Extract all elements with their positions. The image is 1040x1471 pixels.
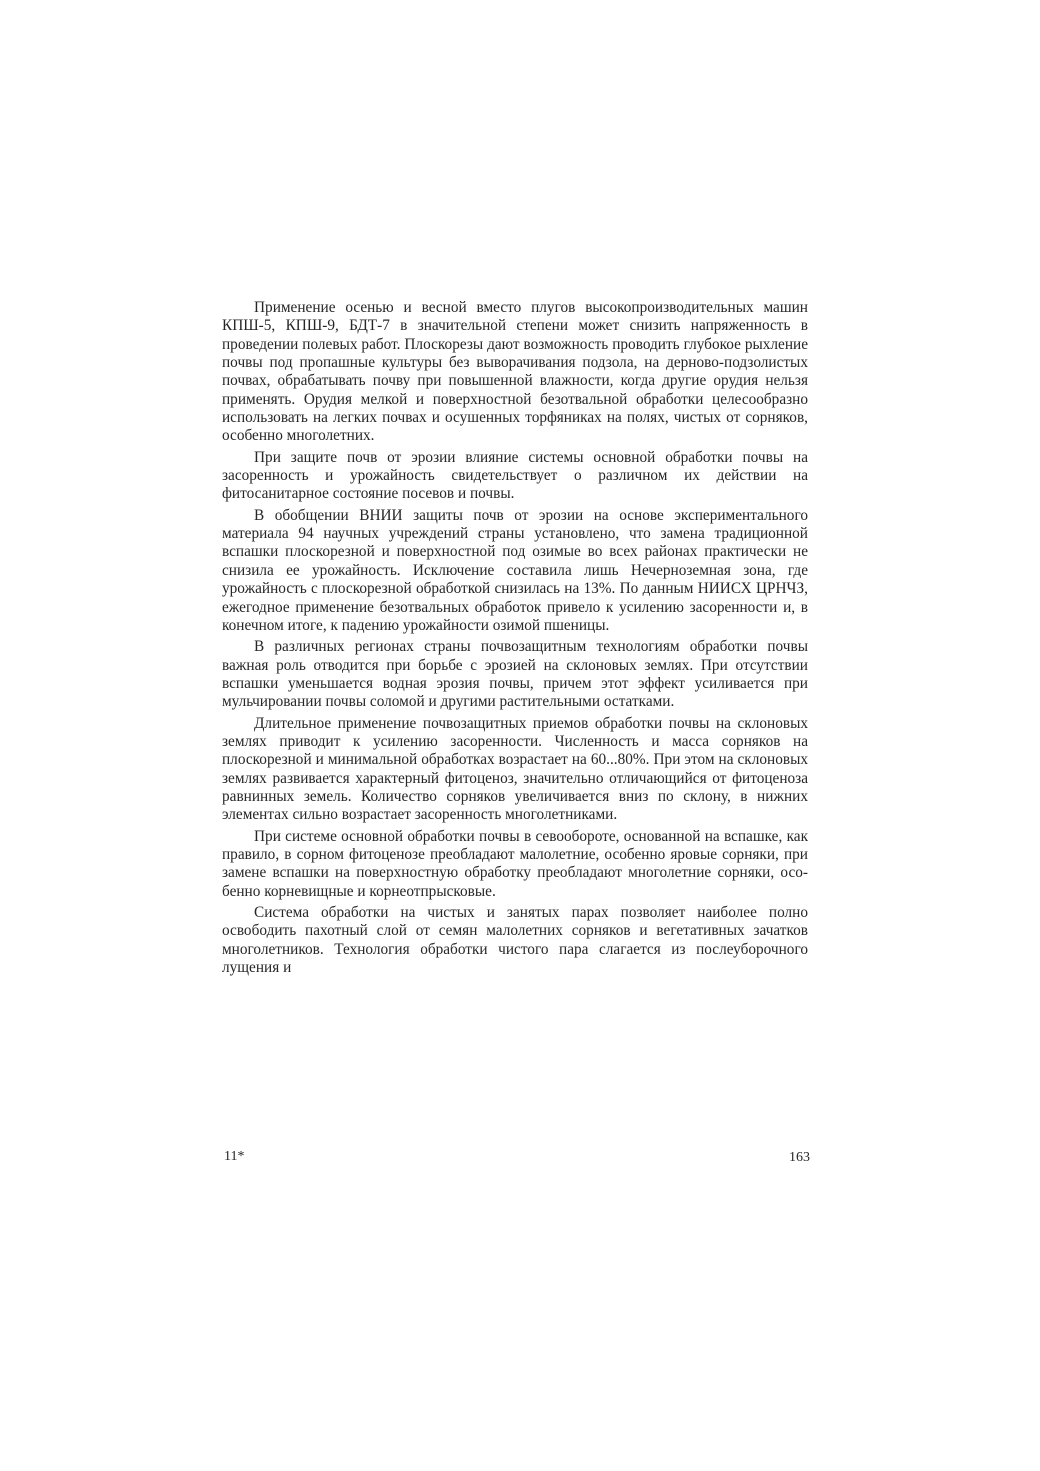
- paragraph-2: При защите почв от эрозии влияние системы основной обработки почвы на засоренность и урожайность свидетельствует о различном их действии на фитосанитарное состояние посевов и почвы.: [222, 448, 808, 503]
- page-number: 163: [789, 1150, 810, 1165]
- paragraph-1: Применение осенью и весной вместо плугов высокопроизводительных машин КПШ-5, КПШ-9, БДТ-7 в значительной степени может снизить напряженность в проведении полевых работ. Плоскорезы дают возможность проводить глубокое рыхление почвы под пропашные культуры без выворачивания подзола, на дерново-подзолистых почвах, обрабатывать почву при повышенной влажности, когда другие орудия нельзя применять. Орудия мелкой и поверхностной безотвальной обработки целесообразно использовать на легких почвах и осушенных торфяниках на полях, чистых от сорняков, особенно многолетних.: [222, 299, 808, 445]
- page-footer: [224, 1149, 814, 1171]
- paragraph-5: Длительное применение почвозащитных приемов обработки почвы на склоновых землях приводит к усилению засоренности. Численность и масса сорняков на плоскорезной и минимальной обработках возрастает на 60...80%. При этом на склоновых землях развивается характерный фитоценоз, значительно отличающийся от фитоценоза равнинных земель. Количество сорняков увеличивается вниз по склону, в нижних элементах сильно возрастает засоренность многолетниками.: [222, 714, 808, 824]
- signature-mark: 11*: [224, 1149, 245, 1164]
- body-text: [222, 299, 808, 980]
- paragraph-7: Система обработки на чистых и занятых парах позволяет наиболее полно освободить пахотный слой от семян малолетних сорняков и вегетативных зачатков многолетников. Технология обработки чистого пара слагается из послеуборочного лущения и: [222, 904, 808, 977]
- paragraph-3: В обобщении ВНИИ защиты почв от эрозии на основе экспериментального материала 94 научных учреждений страны установлено, что замена традиционной вспашки плоскорезной и поверхностной под озимые во всех районах практически не снизила ее урожайность. Исключение составила лишь Нечерноземная зона, где урожайность с плоскорезной обработкой снизилась на 13%. По данным НИИСХ ЦРНЧЗ, ежегодное применение безотвальных обработок привело к усилению засоренности и, в конечном итоге, к падению урожайности озимой пшеницы.: [222, 506, 808, 634]
- paragraph-6: При системе основной обработки почвы в севообороте, основанной на вспашке, как правило, в сорном фитоценозе преобладают малолетние, особенно яровые сорняки, при замене вспашки на поверхностную обработку преобладают многолетние сорняки, особенно корневищные и корнеотпрысковые.: [222, 827, 808, 900]
- paragraph-4: В различных регионах страны почвозащитным технологиям обработки почвы важная роль отводится при борьбе с эрозией на склоновых землях. При отсутствии вспашки уменьшается водная эрозия почвы, причем этот эффект усиливается при мульчировании почвы соломой и другими растительными остатками.: [222, 638, 808, 711]
